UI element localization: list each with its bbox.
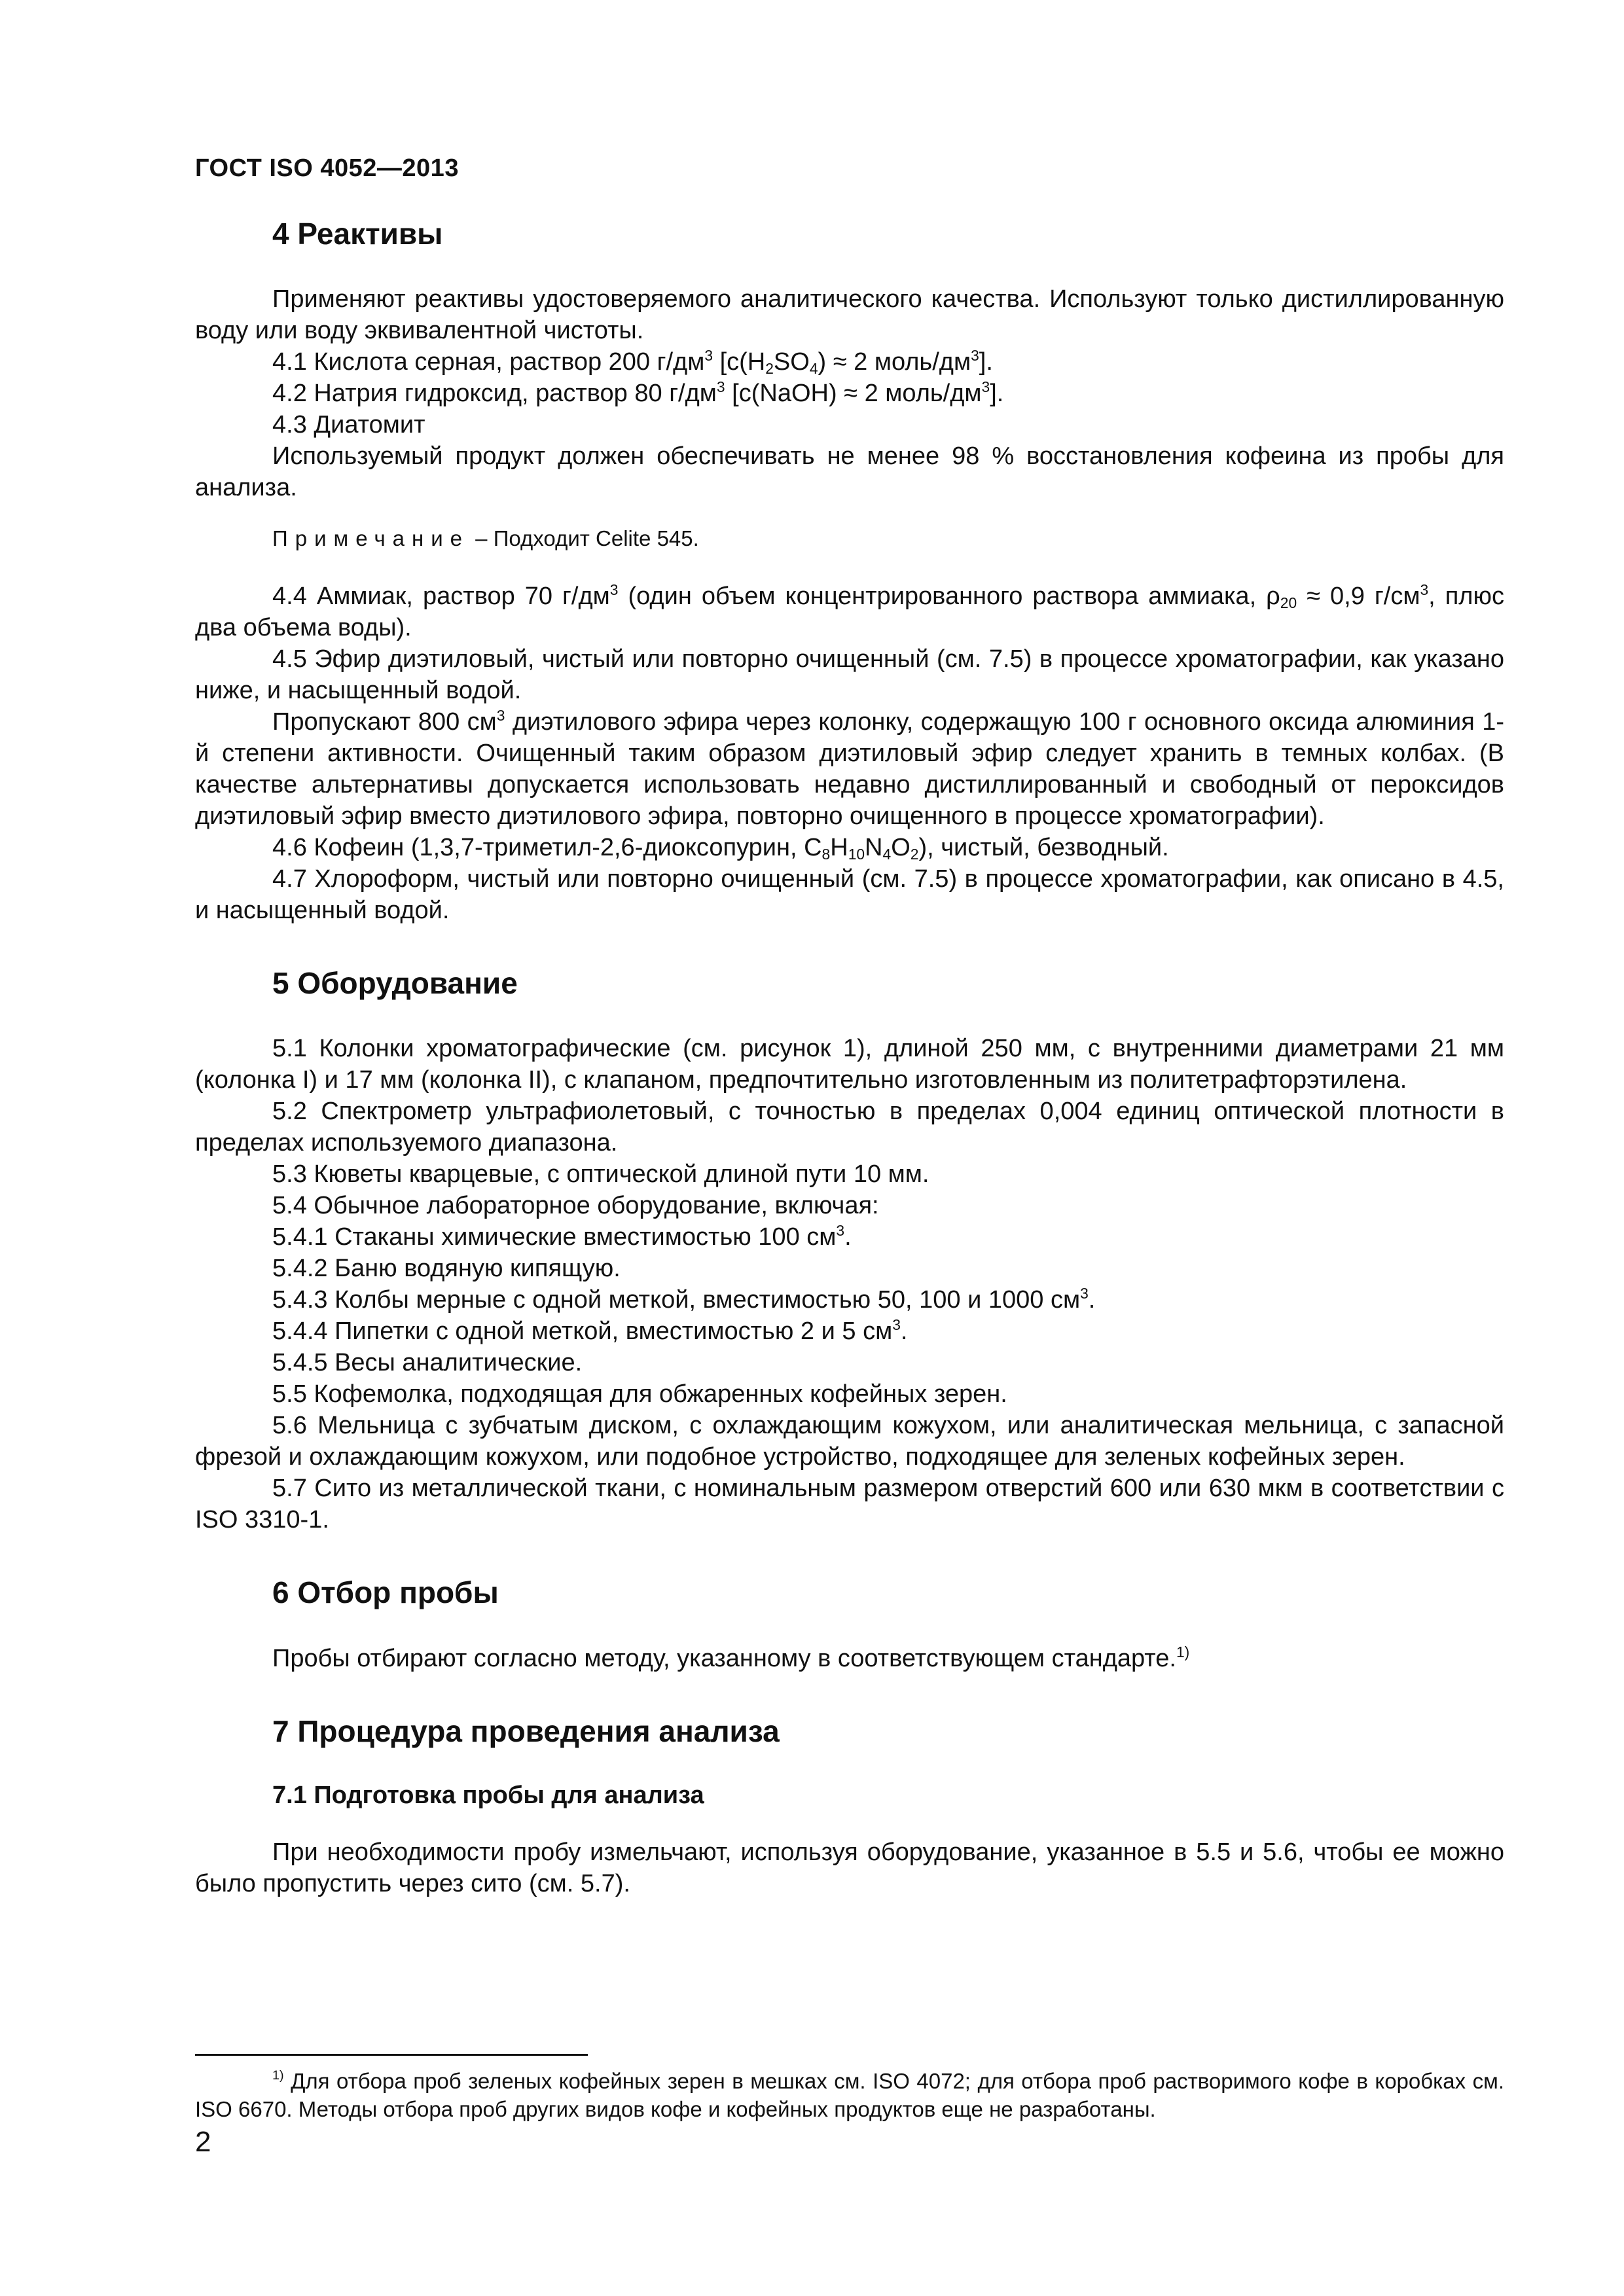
- document-page: [195, 0, 1504, 2296]
- section-6-title: 6 Отбор пробы: [272, 1575, 499, 1610]
- item-4-6: 4.6 Кофеин (1,3,7-триметил-2,6-диоксопурин, $C_8H_{10}N_4O_2$), чистый, безводный.: [272, 834, 1169, 863]
- footnote: [195, 2067, 1504, 2123]
- section-7-title: 7 Процедура проведения анализа: [272, 1713, 780, 1748]
- item-4-3: 4.3 Диатомит: [272, 411, 425, 439]
- section-4-title: 4 Реактивы: [272, 217, 443, 251]
- item-4-3-text: Используемый продукт должен обеспечивать не менее 98 % восстановления кофеина из пробы для анализа.: [195, 442, 1504, 502]
- item-4-7: 4.7 Хлороформ, чистый или повторно очищенный (см. 7.5) в процессе хроматографии, как описано в 4.5, и насыщенный водой.: [195, 865, 1504, 925]
- document-content: [195, 216, 1504, 1899]
- footnote-divider: [195, 2054, 588, 2056]
- item-5-4-4: 5.4.4 Пипетки с одной меткой, вместимостью 2 и 5 $см^3$.: [272, 1316, 908, 1346]
- item-5-4-2: 5.4.2 Баню водяную кипящую.: [272, 1255, 621, 1283]
- footnote-text: Для отбора проб зеленых кофейных зерен в мешках см. ISO 4072; для отбора проб растворимого кофе в коробках см. ISO 6670. Методы отбора проб других видов кофе и кофейных продуктов еще не разработаны.: [195, 2069, 1504, 2121]
- item-5-3: 5.3 Кюветы кварцевые, с оптической длиной пути 10 мм.: [272, 1160, 929, 1189]
- note-label: Примечание: [272, 526, 470, 551]
- item-5-5: 5.5 Кофемолка, подходящая для обжаренных кофейных зерен.: [272, 1380, 1007, 1408]
- page-number: 2: [195, 2126, 211, 2158]
- item-4-4: 4.4 Аммиак, раствор 70 $г/дм^3$ (один объем концентрированного раствора аммиака, $\rho_{20} \approx 0,9$ $г/см^3$, плюс два объема воды).: [195, 581, 1504, 642]
- item-5-6: 5.6 Мельница с зубчатым диском, с охлаждающим кожухом, или аналитическая мельница, с запасной фрезой и охлаждающим кожухом, или подобное устройство, подходящее для зеленых кофейных зерен.: [195, 1412, 1504, 1471]
- item-5-4-5: 5.4.5 Весы аналитические.: [272, 1349, 583, 1377]
- item-5-7: 5.7 Сито из металлической ткани, с номинальным размером отверстий 600 или 630 мкм в соответствии с ISO 3310-1.: [195, 1475, 1504, 1534]
- section-4-intro: Применяют реактивы удостоверяемого аналитического качества. Используют только дистиллированную воду или воду эквивалентной чистоты.: [195, 285, 1504, 345]
- document-header: ГОСТ ISO 4052—2013: [195, 154, 459, 182]
- item-5-4-3: 5.4.3 Колбы мерные с одной меткой, вместимостью 50, 100 и 1000 $см^3$.: [272, 1285, 1096, 1314]
- subsection-7-1-title: 7.1 Подготовка пробы для анализа: [272, 1781, 704, 1809]
- item-4-1: 4.1 Кислота серная, раствор 200 $г/дм^3$ [$c(H_2SO_4) \approx 2$ моль/$дм^3$].: [272, 347, 993, 378]
- item-5-1: 5.1 Колонки хроматографические (см. рисунок 1), длиной 250 мм, с внутренними диаметрами 21 мм (колонка I) и 17 мм (колонка II), с клапаном, предпочтительно изготовленным из политетрафторэтилена.: [195, 1035, 1504, 1094]
- item-5-4-1: 5.4.1 Стаканы химические вместимостью 100 $см^3$.: [272, 1222, 852, 1251]
- subsection-7-1-text: При необходимости пробу измельчают, используя оборудование, указанное в 5.5 и 5.6, чтобы ее можно было пропустить через сито (см. 5.7).: [195, 1839, 1504, 1898]
- section-5-title: 5 Оборудование: [272, 966, 518, 1001]
- item-5-4: 5.4 Обычное лабораторное оборудование, включая:: [272, 1192, 879, 1220]
- item-5-2: 5.2 Спектрометр ультрафиолетовый, с точностью в пределах 0,004 единиц оптической плотности в пределах используемого диапазона.: [195, 1098, 1504, 1157]
- footnote-mark: 1): [272, 2068, 284, 2083]
- item-4-2: 4.2 Натрия гидроксид, раствор 80 $г/дм^3$ [c(NaOH) ≈ 2 моль/$дм^3$].: [272, 378, 1004, 408]
- item-4-5-text: Пропускают 800 $см^3$ диэтилового эфира через колонку, содержащую 100 г основного оксида алюминия 1-й степени активности. Очищенный таким образом диэтиловый эфир следует хранить в темных колбах. (В качестве альтернативы допускается использовать недавно дистиллированный и свободный от пероксидов диэтиловый эфир вместо диэтилового эфира, повторно очищенного в процессе хроматографии).: [195, 707, 1504, 831]
- item-4-5: 4.5 Эфир диэтиловый, чистый или повторно очищенный (см. 7.5) в процессе хроматографии, как указано ниже, и насыщенный водой.: [195, 645, 1504, 705]
- note: [195, 523, 1504, 554]
- note-text: – Подходит Celite 545.: [469, 526, 699, 551]
- section-6-text: Пробы отбирают согласно методу, указанному в соответствующем стандарте.$^{1)}$: [272, 1643, 1190, 1672]
- footnote-ref: 1): [1176, 1643, 1190, 1660]
